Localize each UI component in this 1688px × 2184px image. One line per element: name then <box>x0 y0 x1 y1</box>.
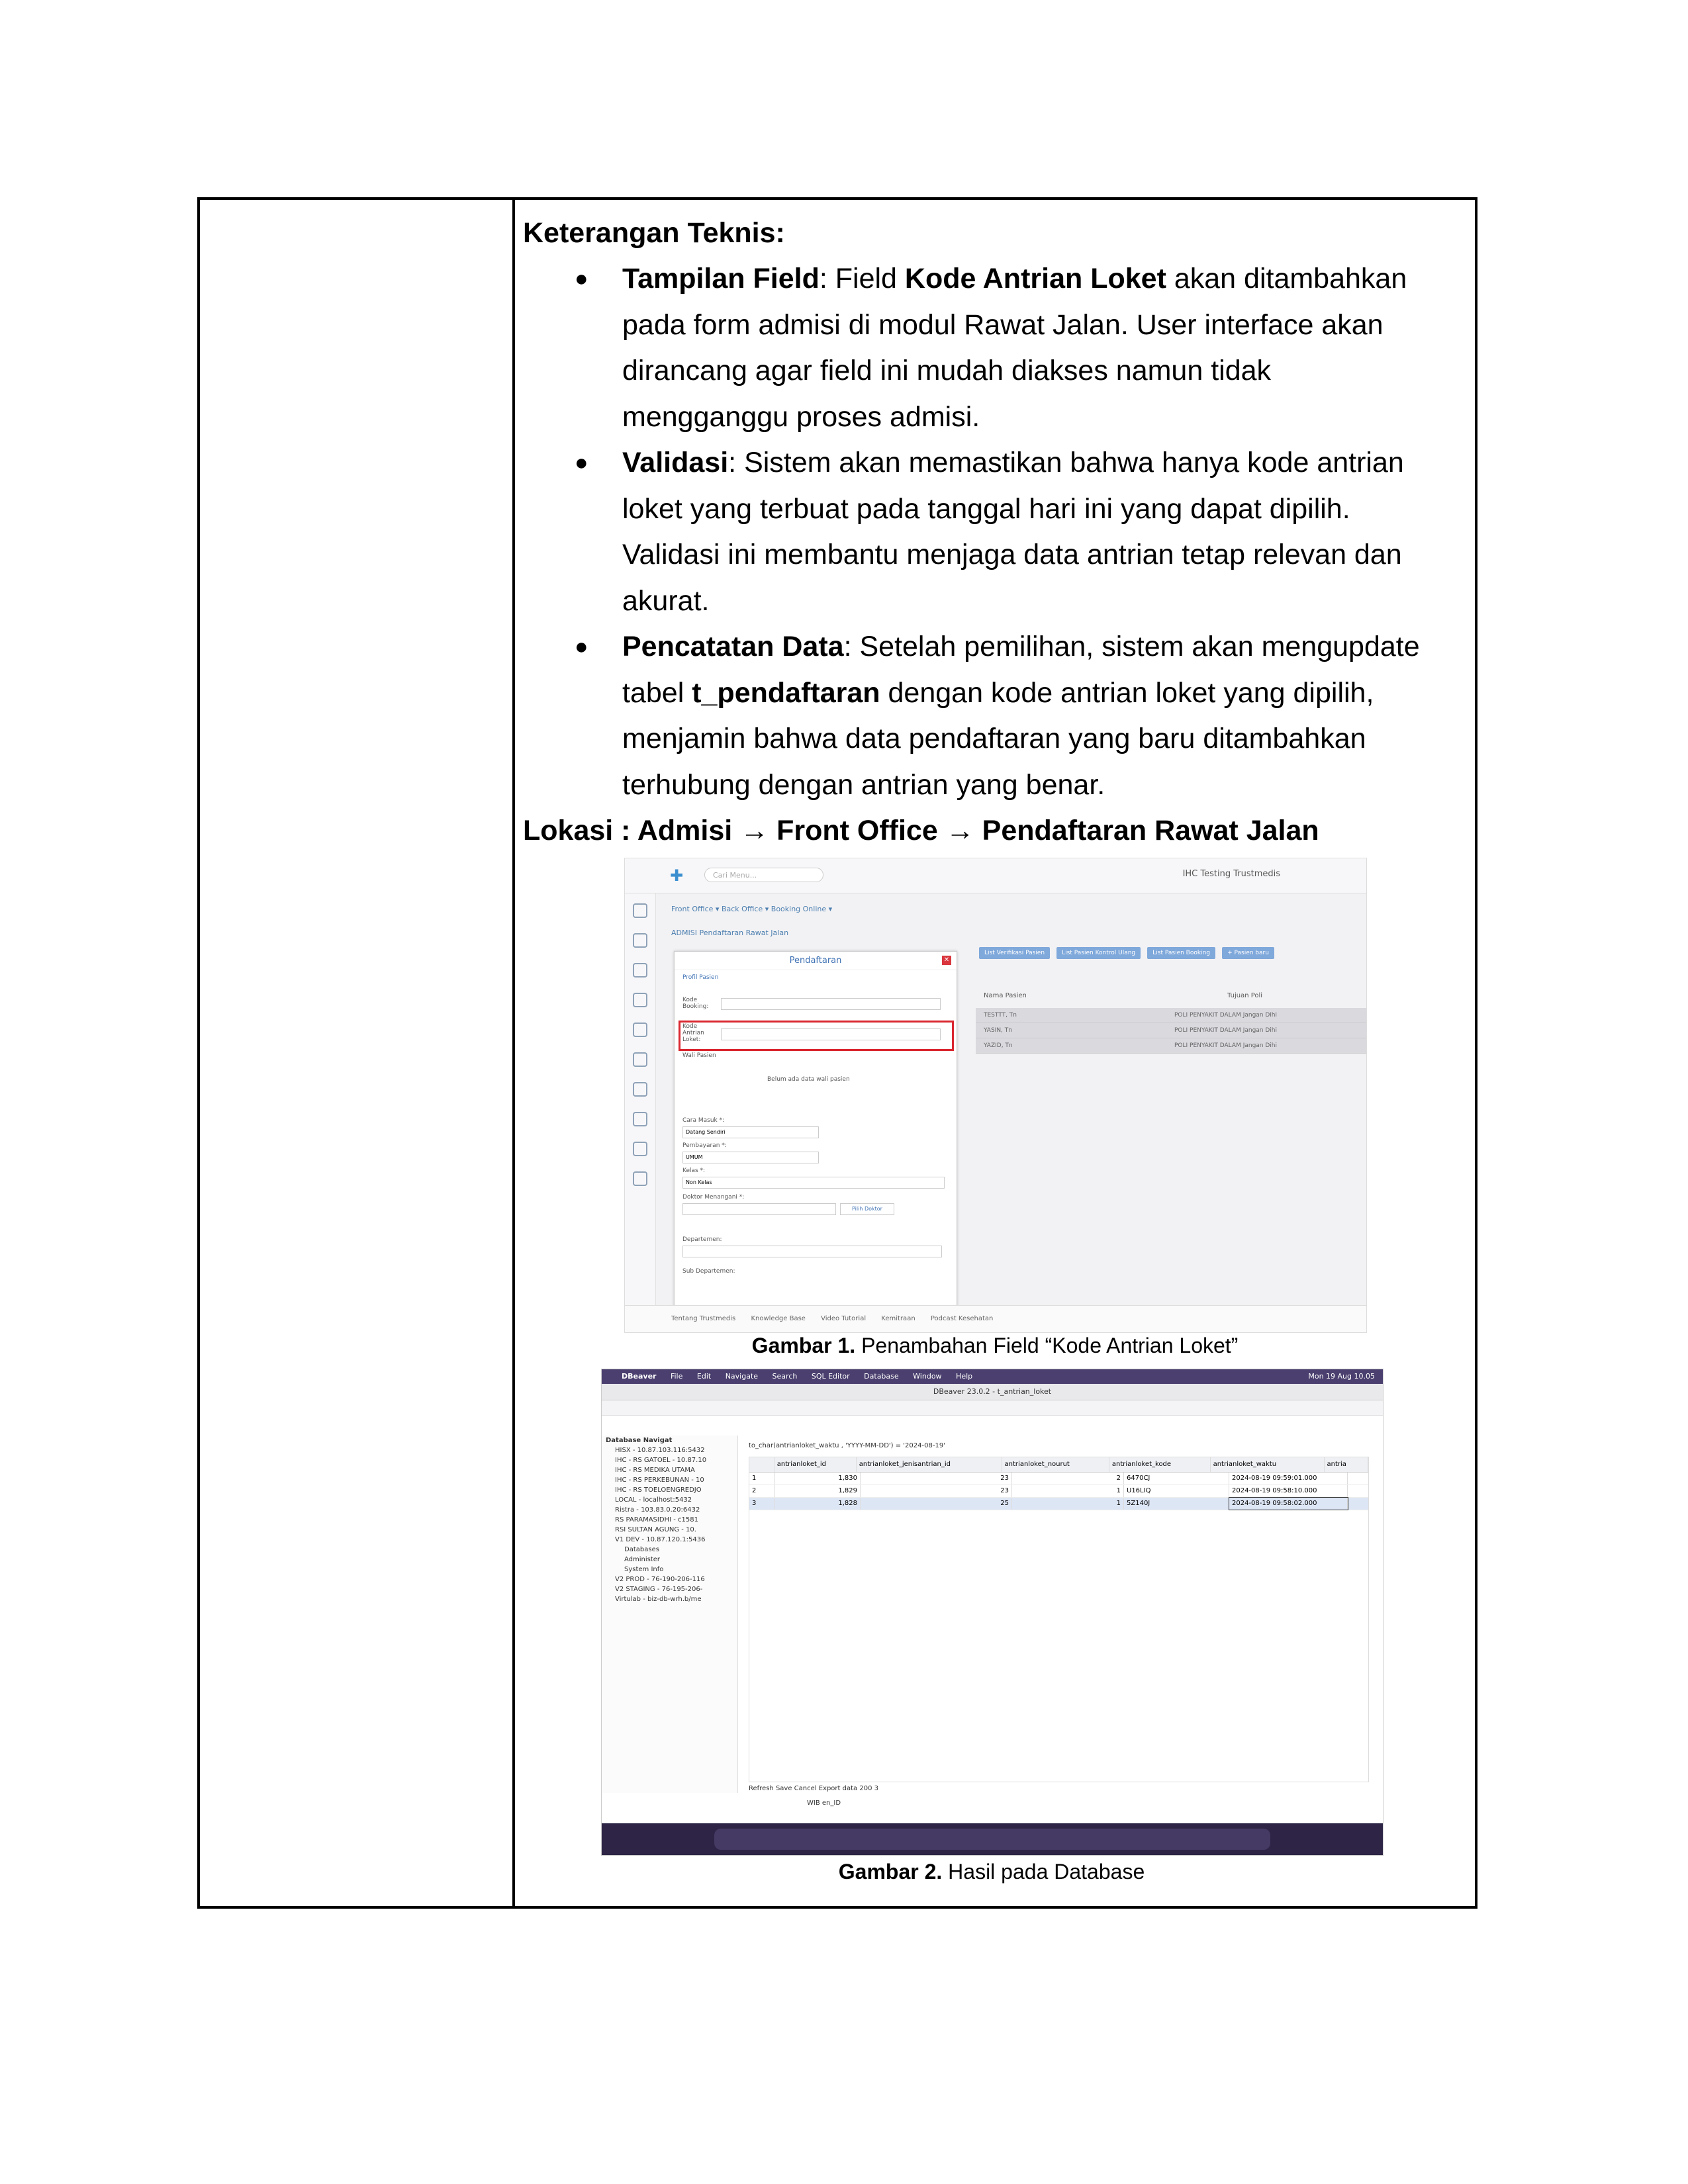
kode-antrian-select[interactable] <box>721 1028 941 1040</box>
user-icon <box>633 963 647 978</box>
figure-admission-screenshot <box>624 858 1367 1333</box>
cara-masuk-label: Cara Masuk *: <box>682 1117 725 1124</box>
column-header[interactable]: antrianloket_nourut <box>1002 1457 1109 1472</box>
list-verifikasi-button[interactable]: List Verifikasi Pasien <box>979 947 1050 959</box>
bullet-icon: ● <box>575 266 588 291</box>
result-grid <box>749 1457 1369 1782</box>
registration-dialog <box>674 951 957 1310</box>
point-text: dengan kode antrian loket yang dipilih, <box>880 676 1374 709</box>
tree-item[interactable]: IHC - RS GATOEL - 10.87.10 <box>615 1457 707 1464</box>
clock: Mon 19 Aug 10.05 <box>1308 1372 1375 1381</box>
menu-item[interactable]: Window <box>913 1372 942 1381</box>
kelas-select[interactable]: Non Kelas <box>682 1177 945 1189</box>
monitor-icon <box>633 903 647 918</box>
filter-bar[interactable]: to_char(antrianloket_waktu , 'YYYY-MM-DD') = '2024-08-19' <box>749 1442 945 1449</box>
patient-table-header <box>976 992 1366 999</box>
table-row[interactable]: YAZID, Tn POLI PENYAKIT DALAM Jangan Dihi <box>976 1038 1366 1054</box>
point-text: loket yang terbuat pada tanggal hari ini yang dapat dipilih. <box>622 492 1350 525</box>
mac-dock <box>602 1823 1383 1855</box>
dock-bar[interactable] <box>714 1829 1270 1850</box>
tree-item[interactable]: System Info <box>624 1566 664 1573</box>
menu-search-input[interactable]: Cari Menu... <box>704 868 823 882</box>
table-row[interactable]: YASIN, Tn POLI PENYAKIT DALAM Jangan Dihi <box>976 1023 1366 1038</box>
column-header[interactable]: antrianloket_kode <box>1109 1457 1211 1472</box>
point-text: akan ditambahkan <box>1166 263 1407 295</box>
caption-label: Gambar 2. <box>838 1860 943 1884</box>
bullet-icon: ● <box>575 450 588 475</box>
flask-icon <box>633 1171 647 1186</box>
point-text: : Sistem akan memastikan bahwa hanya kode antrian <box>728 447 1404 478</box>
dokter-input[interactable] <box>682 1203 836 1215</box>
new-patient-button[interactable]: + Pasien baru <box>1222 947 1274 959</box>
mac-menubar <box>602 1369 1383 1384</box>
top-menu[interactable]: Front Office ▾ Back Office ▾ Booking Online ▾ <box>671 905 833 913</box>
logo-plus-icon: ✚ <box>670 866 684 885</box>
kode-booking-input[interactable] <box>721 998 941 1010</box>
menu-item[interactable]: File <box>670 1372 683 1381</box>
toolbar <box>602 1400 1383 1416</box>
departemen-label: Departemen: <box>682 1236 722 1243</box>
grid-status-bar[interactable]: Refresh Save Cancel Export data 200 3 <box>749 1785 878 1792</box>
point-title: Pencatatan Data <box>622 631 844 662</box>
point-text: dirancang agar field ini mudah diakses namun tidak <box>622 355 1272 387</box>
list-booking-button[interactable]: List Pasien Booking <box>1147 947 1215 959</box>
app-topbar <box>625 858 1366 893</box>
point-title: Tampilan Field <box>622 263 820 295</box>
cara-masuk-select[interactable]: Datang Sendiri <box>682 1126 819 1138</box>
pilih-dokter-button[interactable]: Pilih Doktor <box>840 1203 894 1215</box>
table-row[interactable]: 2 1,829 23 1 U16LIQ 2024-08-19 09:58:10.000 <box>749 1485 1368 1498</box>
column-header[interactable]: antrianloket_id <box>774 1457 857 1472</box>
point-text: : Field <box>819 263 905 295</box>
plus-icon <box>633 1112 647 1126</box>
tree-item[interactable]: V2 PROD - 76-190-206-116 <box>615 1576 705 1583</box>
app-sidebar <box>625 858 656 1332</box>
building-icon <box>633 1082 647 1097</box>
table-row[interactable]: TESTTT, Tn POLI PENYAKIT DALAM Jangan Dihi <box>976 1008 1366 1023</box>
tree-item[interactable]: Ristra - 103.83.0.20:6432 <box>615 1506 700 1514</box>
list-kontrol-button[interactable]: List Pasien Kontrol Ulang <box>1056 947 1141 959</box>
departemen-select[interactable] <box>682 1246 942 1257</box>
menu-item[interactable]: DBeaver <box>622 1372 657 1381</box>
footer-link[interactable]: Tentang Trustmedis <box>671 1315 736 1322</box>
table-row[interactable]: 3 1,828 25 1 5Z140J 2024-08-19 09:58:02.000 <box>749 1498 1368 1510</box>
window-title: DBeaver 23.0.2 - t_antrian_loket <box>602 1384 1383 1400</box>
pembayaran-select[interactable]: UMUM <box>682 1152 819 1163</box>
grid-header <box>749 1457 1368 1473</box>
wali-empty-text: Belum ada data wali pasien <box>767 1076 850 1083</box>
footer-link[interactable]: Knowledge Base <box>751 1315 806 1322</box>
brand-label: IHC Testing Trustmedis <box>1182 869 1280 879</box>
point-text: pada form admisi di modul Rawat Jalan. User interface akan <box>622 308 1383 341</box>
column-header[interactable]: antrianloket_jenisantrian_id <box>857 1457 1002 1472</box>
stethoscope-icon <box>633 1023 647 1037</box>
point-emphasis: Kode Antrian Loket <box>904 263 1166 295</box>
tree-item[interactable]: IHC - RS PERKEBUNAN - 10 <box>615 1477 704 1484</box>
footer-link[interactable]: Kemitraan <box>881 1315 915 1322</box>
tree-item[interactable]: Virtulab - biz-db-wrh.b/me <box>615 1596 702 1603</box>
sub-departemen-label: Sub Departemen: <box>682 1268 735 1275</box>
kode-booking-label: Kode Booking: <box>682 997 709 1010</box>
tree-item[interactable]: RSI SULTAN AGUNG - 10. <box>615 1526 696 1533</box>
location-path: Lokasi : Admisi → Front Office → Pendaftaran Rawat Jalan <box>523 815 1319 846</box>
tree-item[interactable]: HISX - 10.87.103.116:5432 <box>615 1447 705 1454</box>
menu-item[interactable]: SQL Editor <box>811 1372 850 1381</box>
point-text: akurat. <box>622 584 710 617</box>
database-navigator <box>602 1435 738 1793</box>
menu-item[interactable]: Search <box>772 1372 798 1381</box>
action-buttons <box>979 944 1278 959</box>
points-list <box>523 256 1463 808</box>
point-text: mengganggu proses admisi. <box>622 400 980 433</box>
app-footer <box>625 1305 1366 1332</box>
figure1-caption <box>624 1334 1366 1358</box>
footer-link[interactable]: Podcast Kesehatan <box>930 1315 994 1322</box>
column-header: Tujuan Poli <box>1227 992 1263 999</box>
column-header: Nama Pasien <box>984 992 1027 999</box>
table-row[interactable]: 1 1,830 23 2 6470CJ 2024-08-19 09:59:01.000 <box>749 1473 1368 1485</box>
menu-item[interactable]: Edit <box>696 1372 712 1381</box>
column-header[interactable]: antrianloket_waktu <box>1211 1457 1325 1472</box>
tree-item[interactable]: Administer <box>624 1556 661 1563</box>
tree-item[interactable]: IHC - RS MEDIKA UTAMA <box>615 1467 695 1474</box>
point-text: terhubung dengan antrian yang benar. <box>622 768 1105 801</box>
navigator-title: Database Navigat <box>606 1437 673 1444</box>
menu-item[interactable]: Database <box>864 1372 899 1381</box>
point-text: menjamin bahwa data pendaftaran yang baru ditambahkan <box>622 723 1366 754</box>
caption-label: Gambar 1. <box>751 1334 856 1357</box>
report-icon <box>633 1142 647 1156</box>
card-icon <box>633 933 647 948</box>
column-divider <box>512 200 515 1906</box>
tree-item[interactable]: RS PARAMASIDHI - c1581 <box>615 1516 698 1524</box>
tree-item[interactable]: IHC - RS TOELOENGREDJO <box>615 1486 702 1494</box>
figure-dbeaver-screenshot <box>601 1369 1383 1856</box>
point-tampilan-field <box>523 256 1463 440</box>
dokter-label: Doktor Menangani *: <box>682 1194 745 1201</box>
tree-item[interactable]: V1 DEV - 10.87.120.1:5436 <box>615 1536 706 1543</box>
tree-item[interactable]: LOCAL - localhost:5432 <box>615 1496 692 1504</box>
technical-description <box>523 210 1463 854</box>
breadcrumb: ADMISI Pendaftaran Rawat Jalan <box>671 929 789 937</box>
point-title: Validasi <box>622 447 729 478</box>
tree-item[interactable]: Databases <box>624 1546 659 1553</box>
point-text: : Setelah pemilihan, sistem akan mengupdate <box>843 631 1420 662</box>
tree-item[interactable]: V2 STAGING - 76-195-206- <box>615 1586 703 1593</box>
pembayaran-label: Pembayaran *: <box>682 1142 727 1149</box>
locale-status: WIB en_ID <box>807 1799 841 1807</box>
patient-table <box>976 1008 1366 1054</box>
point-pencatatan-data <box>523 624 1463 808</box>
kode-antrian-label: Kode Antrian Loket: <box>682 1023 704 1043</box>
footer-link[interactable]: Video Tutorial <box>821 1315 867 1322</box>
close-icon[interactable]: ✕ <box>942 956 951 965</box>
profil-pasien-link[interactable]: Profil Pasien <box>682 974 719 981</box>
kelas-label: Kelas *: <box>682 1167 706 1174</box>
point-validasi <box>523 440 1463 624</box>
point-text: tabel <box>622 676 692 709</box>
money-icon <box>633 1052 647 1067</box>
dialog-title: Pendaftaran ✕ <box>675 952 957 970</box>
menu-item[interactable]: Help <box>956 1372 973 1381</box>
person-icon <box>633 993 647 1007</box>
wali-pasien-label: Wali Pasien <box>682 1052 716 1059</box>
bullet-icon: ● <box>575 634 588 659</box>
point-text: Validasi ini membantu menjaga data antrian tetap relevan dan <box>622 539 1402 570</box>
caption-text: Penambahan Field “Kode Antrian Loket” <box>855 1334 1239 1357</box>
menu-item[interactable]: Navigate <box>725 1372 759 1381</box>
column-header[interactable]: antria <box>1325 1457 1369 1472</box>
section-heading: Keterangan Teknis: <box>523 217 785 249</box>
caption-text: Hasil pada Database <box>942 1860 1145 1884</box>
figure2-caption <box>601 1860 1382 1884</box>
point-emphasis: t_pendaftaran <box>692 676 880 709</box>
